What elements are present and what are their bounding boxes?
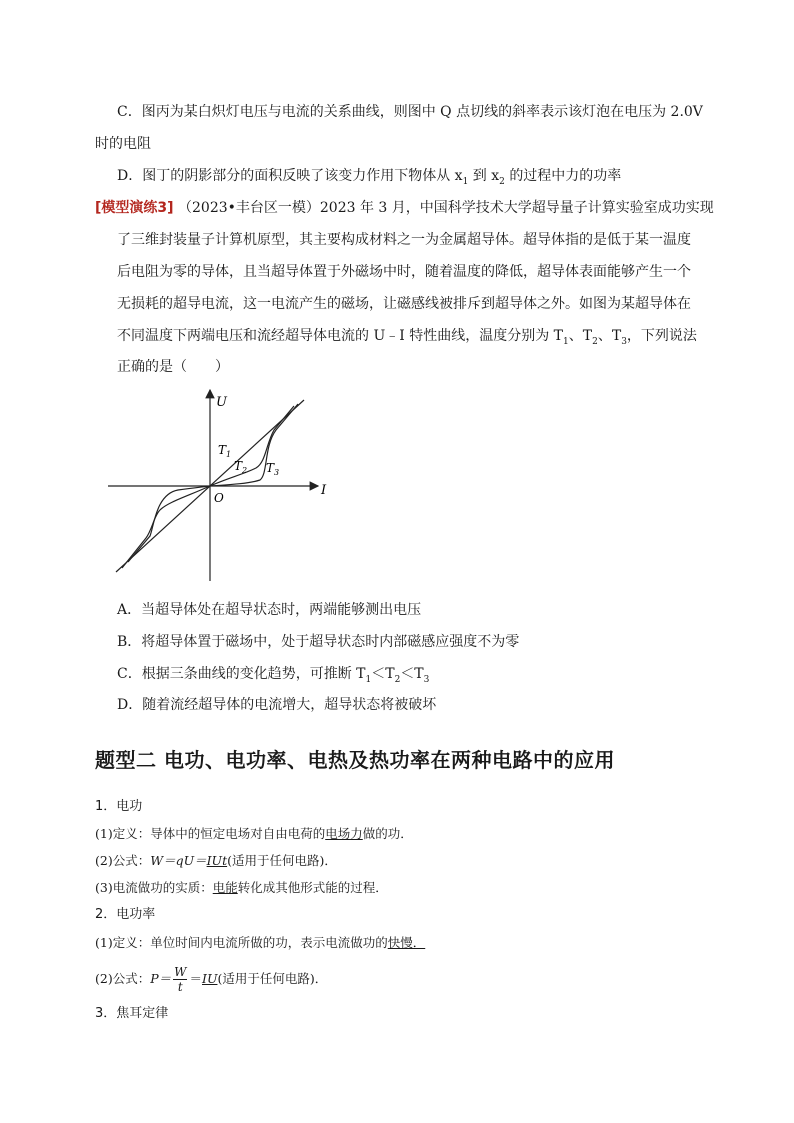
option-d-part: 到 x bbox=[472, 168, 500, 184]
subheading-joule: 3．焦耳定律 bbox=[95, 1006, 169, 1021]
exercise-line5 bbox=[117, 326, 697, 352]
subheading-power: 2．电功率 bbox=[95, 907, 156, 922]
text: 转化成其他形式能的过程． bbox=[237, 880, 388, 895]
formula: W＝qU＝ bbox=[150, 853, 207, 868]
power-formula bbox=[95, 962, 327, 996]
origin-label: O bbox=[214, 491, 224, 505]
text: ＝ bbox=[189, 971, 202, 986]
t1-label: $T_1$ bbox=[218, 443, 232, 459]
work-definition bbox=[95, 825, 413, 843]
choice-b: B．将超导体置于磁场中，处于超导状态时内部磁感应强度不为零 bbox=[117, 634, 520, 650]
exercise-text: （2023•丰台区一模）2023 年 3 月，中国科学技术大学超导量子计算实验室成功实现 bbox=[178, 200, 714, 216]
option-c-line2: 时的电阻 bbox=[95, 136, 151, 152]
subscript: 3 bbox=[621, 336, 627, 347]
subscript: 1 bbox=[365, 674, 372, 685]
work-formula bbox=[95, 852, 337, 870]
subscript: 3 bbox=[423, 674, 430, 685]
t2-label: $T_2$ bbox=[234, 459, 248, 475]
fraction bbox=[173, 965, 187, 994]
subheading-work: 1．电功 bbox=[95, 799, 143, 814]
subscript: 2 bbox=[592, 336, 598, 347]
choice-d: D．随着流经超导体的电流增大，超导状态将被破坏 bbox=[117, 697, 437, 713]
numerator: W bbox=[174, 965, 187, 979]
underlined-term: 电能 bbox=[212, 880, 238, 895]
section-heading: 题型二 电功、电功率、电热及热功率在两种电路中的应用 bbox=[95, 748, 615, 772]
formula: P＝ bbox=[150, 971, 172, 986]
choice-c-part: ＜T bbox=[371, 666, 395, 682]
t3-label: $T_3$ bbox=[266, 461, 280, 477]
underlined-term: 快慢． bbox=[387, 935, 426, 950]
exercise-text: 、T bbox=[568, 328, 593, 344]
text: (2)公式： bbox=[95, 971, 151, 986]
choice-a: A．当超导体处在超导状态时，两端能够测出电压 bbox=[117, 602, 422, 618]
subscript: 2 bbox=[394, 674, 401, 685]
work-essence bbox=[95, 879, 388, 897]
text: 做的功． bbox=[362, 826, 413, 841]
choice-c-part: ＜T bbox=[400, 666, 424, 682]
text: (适用于任何电路)． bbox=[217, 971, 328, 986]
option-d bbox=[117, 166, 621, 192]
subscript: 2 bbox=[499, 176, 505, 187]
u-axis-label: U bbox=[216, 395, 227, 410]
exercise-tag: [模型演练3] bbox=[95, 200, 174, 216]
i-axis-label: I bbox=[321, 483, 327, 498]
choice-c bbox=[117, 664, 429, 690]
subscript: 1 bbox=[462, 176, 469, 187]
underlined-term: IU bbox=[202, 971, 218, 986]
exercise-line2: 了三维封装量子计算机原型，其主要构成材料之一为金属超导体。超导体指的是低于某一温度 bbox=[117, 232, 691, 248]
option-c-line1: C．图丙为某白炽灯电压与电流的关系曲线，则图中 Q 点切线的斜率表示该灯泡在电压为 2.0V bbox=[117, 104, 703, 120]
exercise-line6: 正确的是（ ） bbox=[117, 359, 229, 375]
text: (1)定义：单位时间内电流所做的功，表示电流做功的 bbox=[95, 935, 388, 950]
exercise-line4: 无损耗的超导电流，这一电流产生的磁场，让磁感线被排斥到超导体之外。如图为某超导体在 bbox=[117, 296, 691, 312]
underlined-term: 电场力 bbox=[325, 826, 363, 841]
text: (2)公式： bbox=[95, 853, 151, 868]
denominator: t bbox=[177, 980, 183, 994]
power-definition bbox=[95, 934, 439, 952]
text: (1)定义：导体中的恒定电场对自由电荷的 bbox=[95, 826, 326, 841]
exercise-line3: 后电阻为零的导体，且当超导体置于外磁场中时，随着温度的降低，超导体表面能够产生一个 bbox=[117, 264, 691, 280]
underlined-term: IUt bbox=[206, 853, 228, 868]
exercise-text: ，下列说法 bbox=[626, 328, 697, 344]
exercise-text: 不同温度下两端电压和流经超导体电流的 U﹣I 特性曲线，温度分别为 T bbox=[117, 328, 564, 344]
option-d-part: D．图丁的阴影部分的面积反映了该变力作用下物体从 x bbox=[117, 168, 463, 184]
choice-c-part: C．根据三条曲线的变化趋势，可推断 T bbox=[117, 666, 366, 682]
exercise-text: 、T bbox=[597, 328, 622, 344]
text: (适用于任何电路)． bbox=[227, 853, 337, 868]
subscript: 1 bbox=[563, 336, 569, 347]
ui-characteristic-graph bbox=[108, 386, 340, 586]
text: (3)电流做功的实质： bbox=[95, 880, 213, 895]
exercise-line1 bbox=[95, 198, 714, 218]
option-d-part: 的过程中力的功率 bbox=[509, 168, 622, 184]
